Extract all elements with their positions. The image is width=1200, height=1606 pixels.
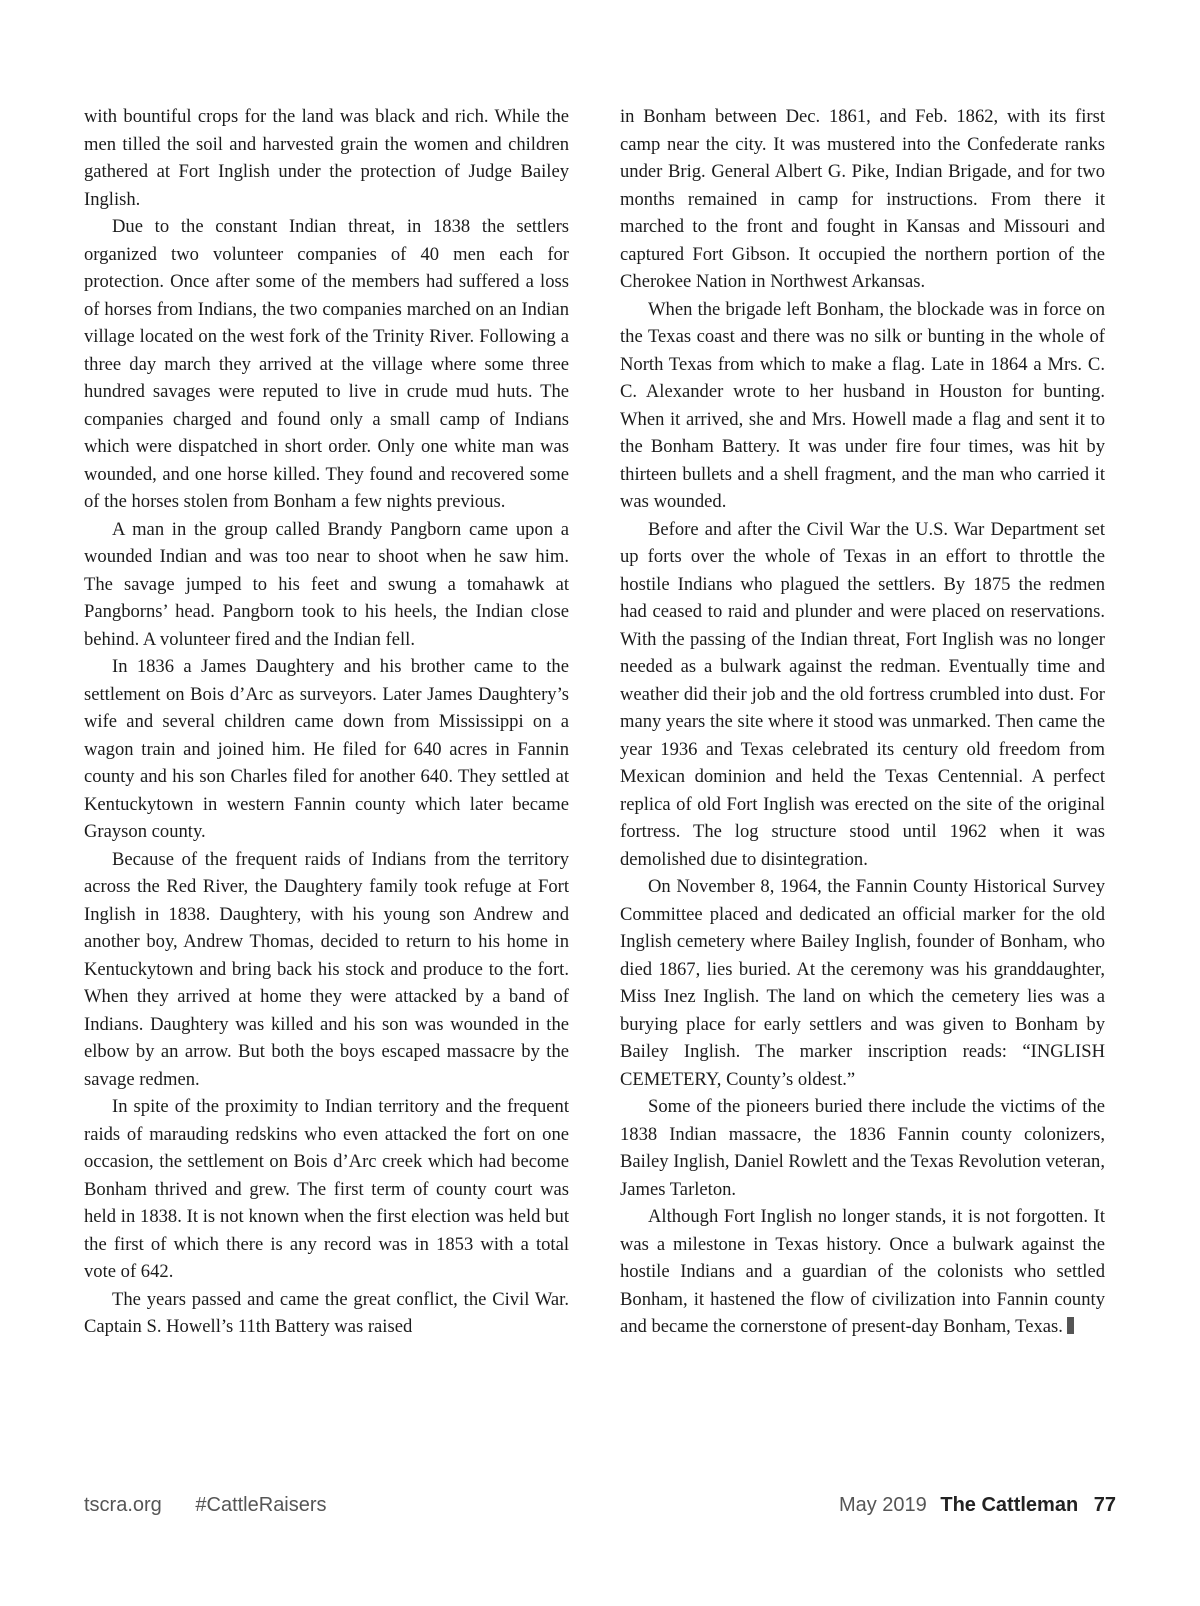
page-footer [84,1494,1116,1524]
paragraph: In 1836 a James Daughtery and his brother came to the settlement on Bois d’Arc as surveyors. Later James Daughtery’s wife and several children came down from Mississippi on a wagon train and joined him. He filed for 640 acres in Fannin county and his son Charles filed for another 640. They settled at Kentuckytown in western Fannin county which later became Grayson county. [84,656,569,842]
article-left-column [84,103,569,1341]
paragraph: In spite of the proximity to Indian territory and the frequent raids of marauding redskins who even attacked the fort on one occasion, the settlement on Bois d’Arc creek which had become Bonham thrived and grew. The first term of county court was held in 1838. It is not known when the first election was held but the first of which there is any record was in 1853 with a total vote of 642. [84,1096,569,1282]
magazine-title: The Cattleman [940,1494,1079,1516]
paragraph: The years passed and came the great conflict, the Civil War. Captain S. Howell’s 11th Battery was raised [84,1288,569,1337]
footer-left [84,1494,355,1517]
page-number: 77 [1093,1494,1116,1516]
hashtag: #CattleRaisers [195,1494,327,1516]
paragraph: with bountiful crops for the land was black and rich. While the men tilled the soil and harvested grain the women and children gathered at Fort Inglish under the protection of Judge Bailey Inglish. [84,106,569,210]
paragraph: in Bonham between Dec. 1861, and Feb. 1862, with its first camp near the city. It was mustered into the Confederate ranks under Brig. General Albert G. Pike, Indian Brigade, and for two months remained in camp for instructions. From there it marched to the front and fought in Kansas and Missouri and captured Fort Gibson. It occupied the northern portion of the Cherokee Nation in Northwest Arkansas. [620,106,1105,292]
footer-right [839,1494,1116,1517]
article-right-column [620,103,1105,1341]
paragraph: Because of the frequent raids of Indians from the territory across the Red River, the Daughtery family took refuge at Fort Inglish in 1838. Daughtery, with his young son Andrew and another boy, Andrew Thomas, decided to return to his home in Kentuckytown and bring back his stock and produce to the fort. When they arrived at home they were attacked by a band of Indians. Daughtery was killed and his son was wounded in the elbow by an arrow. But both the boys escaped massacre by the savage redmen. [84,848,569,1090]
paragraph: A man in the group called Brandy Pangborn came upon a wounded Indian and was too near to shoot when he saw him. The savage jumped to his feet and swung a tomahawk at Pangborns’ head. Pangborn took to his heels, the Indian close behind. A volunteer fired and the Indian fell. [84,518,569,650]
website-link[interactable]: tscra.org [84,1494,162,1516]
paragraph: Before and after the Civil War the U.S. War Department set up forts over the whole of Texas in an effort to throttle the hostile Indians who plagued the settlers. By 1875 the redmen had ceased to raid and plunder and were placed on reservations. With the passing of the Indian threat, Fort Inglish was no longer needed as a bulwark against the redman. Eventually time and weather did their job and the old fortress crumbled into dust. For many years the site where it stood was unmarked. Then came the year 1936 and Texas celebrated its century old freedom from Mexican dominion and held the Texas Centennial. A perfect replica of old Fort Inglish was erected on the site of the original fortress. The log structure stood until 1962 when it was demolished due to disintegration. [620,518,1105,870]
paragraph-final-text: Although Fort Inglish no longer stands, it is not forgotten. It was a milestone in Texas history. Once a bulwark against the hostile Indians and a guardian of the colonists who settled Bonham, it hastened the flow of civilization into Fannin county and became the cornerstone of present-day Bonham, Texas. [620,1206,1105,1337]
issue-date: May 2019 [838,1494,927,1516]
paragraph: Some of the pioneers buried there include the victims of the 1838 Indian massacre, the 1836 Fannin county colonizers, Bailey Inglish, Daniel Rowlett and the Texas Revolution veteran, James Tarleton. [620,1096,1105,1200]
paragraph: On November 8, 1964, the Fannin County Historical Survey Committee placed and dedicated an official marker for the old Inglish cemetery where Bailey Inglish, founder of Bonham, who died 1867, lies buried. At the ceremony was his granddaughter, Miss Inez Inglish. The land on which the cemetery lies was a burying place for early settlers and was given to Bonham by Bailey Inglish. The marker inscription reads: “INGLISH CEMETERY, County’s oldest.” [620,876,1105,1090]
paragraph: When the brigade left Bonham, the blockade was in force on the Texas coast and there was no silk or bunting in the whole of North Texas from which to make a flag. Late in 1864 a Mrs. C. C. Alexander wrote to her husband in Houston for bunting. When it arrived, she and Mrs. Howell made a flag and sent it to the Bonham Battery. It was under fire four times, was hit by thirteen bullets and a shell fragment, and the man who carried it was wounded. [620,298,1105,512]
paragraph-final [620,1203,1105,1341]
paragraph: Due to the constant Indian threat, in 1838 the settlers organized two volunteer companies of 40 men each for protection. Once after some of the members had suffered a loss of horses from Indians, the two companies marched on an Indian village located on the west fork of the Trinity River. Following a three day march they arrived at the village where some three hundred savages were reputed to live in crude mud huts. The companies charged and found only a small camp of Indians which were dispatched in short order. Only one white man was wounded, and one horse killed. They found and recovered some of the horses stolen from Bonham a few nights previous. [84,216,569,512]
end-of-article-icon [1067,1317,1074,1334]
